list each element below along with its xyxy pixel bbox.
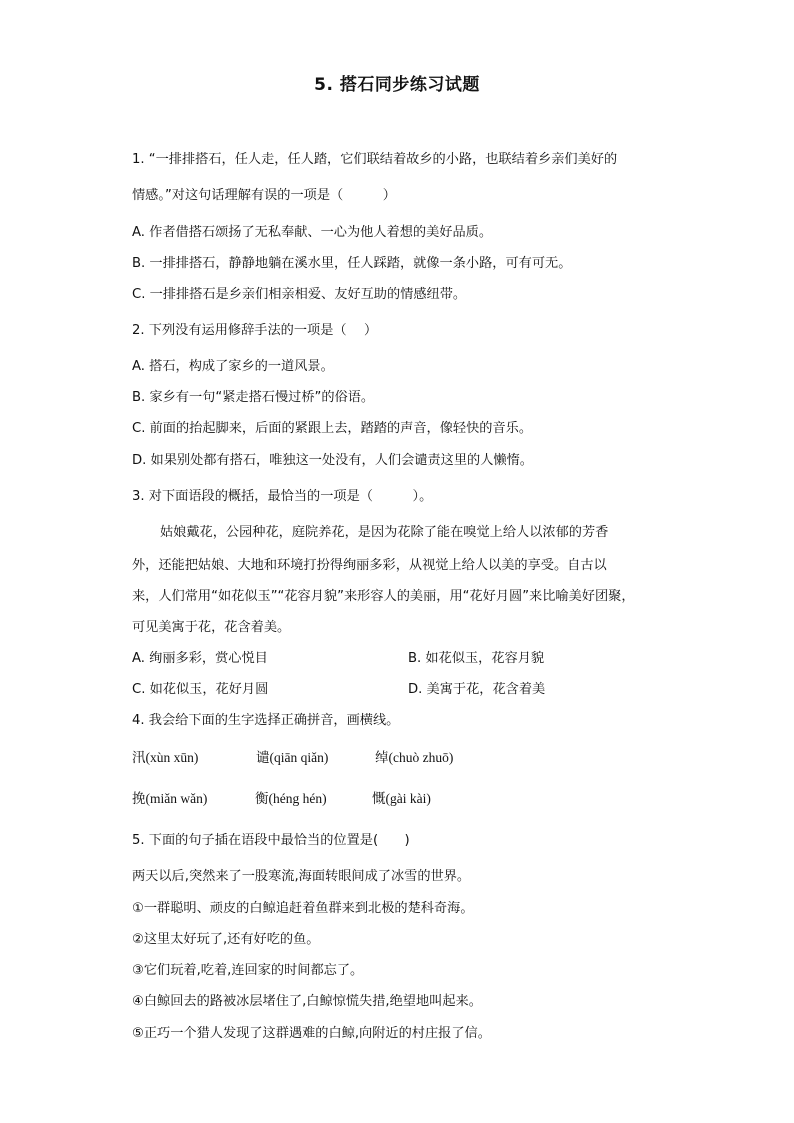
q5-item-3: ③它们玩着,吃着,连回家的时间都忘了。	[132, 963, 364, 978]
q4-stem: 4. 我会给下面的生字选择正确拼音，画横线。	[132, 713, 400, 728]
q4-item: 挽(miǎn wǎn)	[132, 791, 208, 806]
q3-stem: 3. 对下面语段的概括，最恰当的一项是（ ）。	[132, 489, 433, 504]
q4-item: 慨(gài kài)	[372, 791, 431, 806]
q2-option-b: B. 家乡有一句“紧走搭石慢过桥”的俗语。	[132, 390, 375, 405]
q1-option-c: C. 一排排搭石是乡亲们相亲相爱、友好互助的情感纽带。	[132, 287, 467, 302]
q1-option-b: B. 一排排搭石，静静地躺在溪水里，任人踩踏，就像一条小路，可有可无。	[132, 256, 572, 271]
q3-option-d: D. 美寓于花，花含着美	[408, 682, 546, 697]
q5-stem: 5. 下面的句子插在语段中最恰当的位置是( )	[132, 833, 410, 848]
q5-sentence: 两天以后,突然来了一股寒流,海面转眼间成了冰雪的世界。	[132, 869, 471, 884]
q1-stem-line1: 1. “一排排搭石，任人走，任人踏，它们联结着故乡的小路，也联结着乡亲们美好的	[132, 152, 618, 167]
q5-item-2: ②这里太好玩了,还有好吃的鱼。	[132, 932, 320, 947]
q1-stem-line2: 情感。”对这句话理解有误的一项是（ ）	[132, 188, 396, 203]
q3-passage-line4: 可见美寓于花，花含着美。	[132, 620, 291, 635]
q4-item: 衡(héng hén)	[255, 791, 327, 806]
q5-item-4: ④白鲸回去的路被冰层堵住了,白鲸惊慌失措,绝望地叫起来。	[132, 994, 482, 1009]
page-title: 5. 搭石同步练习试题	[314, 75, 480, 95]
q3-option-a: A. 绚丽多彩，赏心悦目	[132, 651, 268, 666]
q2-option-d: D. 如果别处都有搭石，唯独这一处没有，人们会谴责这里的人懒惰。	[132, 453, 533, 468]
q3-passage-line3: 来，人们常用“如花似玉”“花容月貌”来形容人的美丽，用“花好月圆”来比喻美好团聚，	[132, 589, 635, 604]
q5-item-5: ⑤正巧一个猎人发现了这群遇难的白鲸,向附近的村庄报了信。	[132, 1026, 491, 1041]
q4-item: 汛(xùn xūn)	[132, 750, 199, 765]
q4-item: 绰(chuò zhuō)	[375, 750, 454, 765]
q3-passage-line2: 外，还能把姑娘、大地和环境打扮得绚丽多彩，从视觉上给人以美的享受。自古以	[132, 558, 607, 573]
q3-option-c: C. 如花似玉，花好月圆	[132, 682, 269, 697]
q4-item: 谴(qiān qiǎn)	[256, 750, 329, 765]
q1-option-a: A. 作者借搭石颂扬了无私奉献、一心为他人着想的美好品质。	[132, 225, 493, 240]
q2-stem: 2. 下列没有运用修辞手法的一项是（ ）	[132, 323, 378, 338]
q3-passage-line1: 姑娘戴花，公园种花，庭院养花，是因为花除了能在嗅觉上给人以浓郁的芳香	[160, 525, 609, 540]
q2-option-c: C. 前面的抬起脚来，后面的紧跟上去，踏踏的声音，像轻快的音乐。	[132, 421, 533, 436]
q3-option-b: B. 如花似玉，花容月貌	[408, 651, 545, 666]
q5-item-1: ①一群聪明、顽皮的白鲸追赶着鱼群来到北极的楚科奇海。	[132, 901, 474, 916]
q2-option-a: A. 搭石，构成了家乡的一道风景。	[132, 359, 334, 374]
